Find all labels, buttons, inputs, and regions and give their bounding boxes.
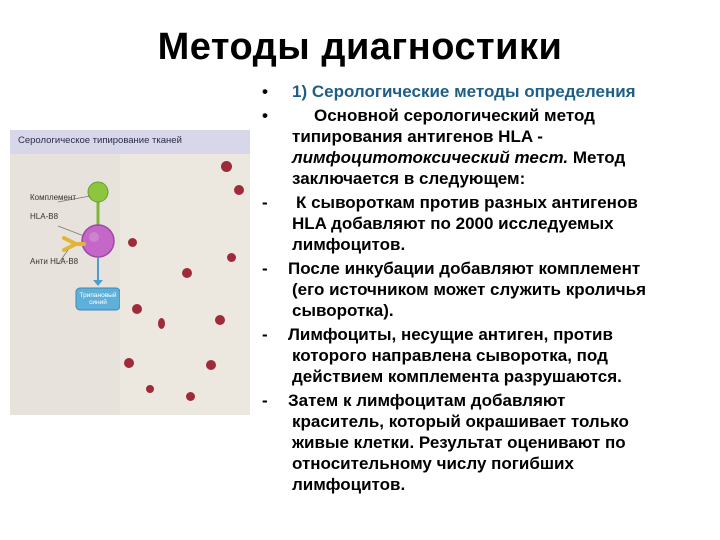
stained-cell	[215, 315, 225, 325]
bullet-text: краситель, который окрашивает только	[292, 412, 629, 431]
figure-header	[10, 130, 250, 154]
stained-cell	[206, 360, 216, 370]
bullet-text: После инкубации добавляют комплемент	[288, 259, 641, 278]
arrow-down-icon	[93, 280, 103, 286]
bullet-list	[262, 81, 720, 495]
bullet-text: относительному числу погибших	[292, 454, 574, 473]
stained-cell	[128, 238, 137, 247]
bullet-text: HLA добавляют по 2000 исследуемых	[292, 214, 614, 233]
bullet-item	[262, 258, 720, 321]
stained-cell	[124, 358, 134, 368]
bullet-text: Основной серологический метод	[314, 106, 595, 125]
bullet-text: (его источником может служить кроличья	[292, 280, 647, 299]
dye-label: Трипановый синий	[79, 292, 117, 306]
slide-title: Методы диагностики	[157, 26, 563, 68]
bullet-marker: -	[262, 325, 268, 344]
bullet-item	[262, 390, 720, 495]
bullet-text: живые клетки. Результат оценивают по	[292, 433, 626, 452]
bullet-item	[262, 105, 720, 189]
stained-cell	[132, 304, 142, 314]
stained-cell	[221, 161, 232, 172]
bullet-marker: -	[262, 193, 268, 212]
stained-cell	[182, 268, 192, 278]
bullet-text: лимфоцитов.	[292, 475, 406, 494]
bullet-text: заключается в следующем:	[292, 169, 526, 188]
bullet-text	[262, 147, 720, 168]
antibody-label: Анти HLA-B8	[30, 257, 79, 266]
serology-figure	[10, 130, 250, 415]
bullet-item	[262, 192, 720, 255]
antibody-icon	[64, 238, 84, 250]
bullet-text: лимфоцитов.	[292, 235, 406, 254]
figure-header-label: Серологическое типирование тканей	[18, 135, 182, 146]
micrograph	[120, 154, 250, 415]
bullet-marker: •	[262, 106, 268, 125]
bullet-marker: -	[262, 259, 268, 278]
bullet-text: 1) Серологические методы определения	[292, 82, 636, 101]
bullet-text: К сывороткам против разных антигенов	[296, 193, 638, 212]
complement-icon	[88, 182, 108, 202]
stained-cell	[227, 253, 236, 262]
bullet-text: Лимфоциты, несущие антиген, против	[288, 325, 613, 344]
bullet-italic-text: лимфоцитотоксический тест.	[292, 148, 569, 167]
bullet-item	[262, 324, 720, 387]
stained-cell	[146, 385, 154, 393]
bullet-text-tail: Метод	[568, 148, 626, 167]
antigen-label: HLA-B8	[30, 212, 59, 221]
stained-cell	[234, 185, 244, 195]
stained-cell	[158, 318, 165, 329]
complement-label: Комплемент	[30, 193, 77, 202]
bullet-text: сыворотка).	[292, 301, 394, 320]
bullet-text: Затем к лимфоцитам добавляют	[288, 391, 566, 410]
bullet-text: действием комплемента разрушаются.	[292, 367, 622, 386]
bullet-text: типирования антигенов HLA -	[292, 127, 543, 146]
bullet-text: которого направлена сыворотка, под	[292, 346, 608, 365]
bullet-item	[262, 81, 720, 102]
lymphocyte-icon	[82, 225, 114, 257]
stained-cell	[186, 392, 195, 401]
bullet-marker: -	[262, 391, 268, 410]
bullet-marker: •	[262, 82, 268, 101]
